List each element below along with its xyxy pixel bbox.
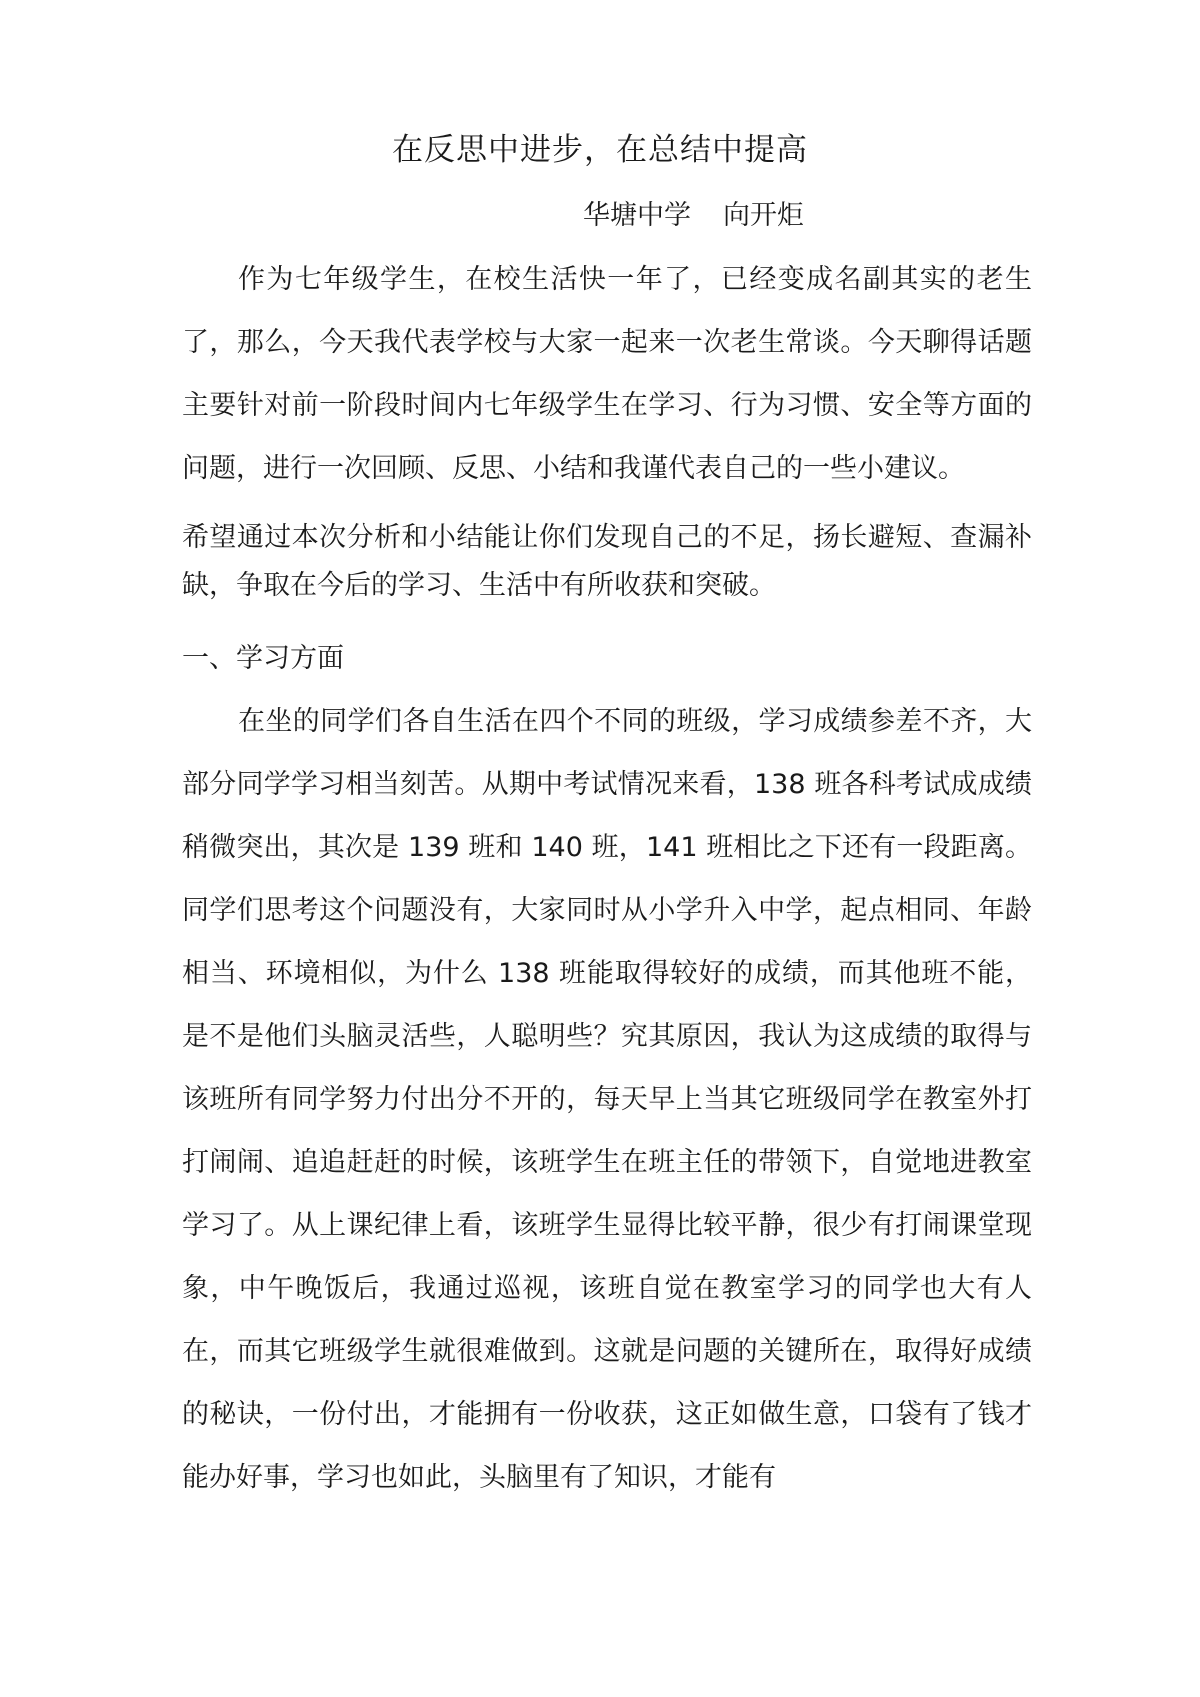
document-title: 在反思中进步，在总结中提高 (392, 132, 808, 168)
author-line (583, 196, 804, 236)
section-heading-study: 一、学习方面 (182, 643, 344, 674)
paragraph-intro: 作为七年级学生，在校生活快一年了，已经变成名副其实的老生了，那么，今天我代表学校与大家一起来一次老生常谈。今天聊得话题主要针对前一阶段时间内七年级学生在学习、行为习惯、安全等方面的问题，进行一次回顾、反思、小结和我谨代表自己的一些小建议。 (182, 264, 1032, 484)
author-school: 华塘中学 (583, 200, 691, 231)
author-name: 向开炬 (723, 200, 804, 231)
paragraph-study: 在坐的同学们各自生活在四个不同的班级，学习成绩参差不齐，大部分同学学习相当刻苦。从期中考试情况来看，138 班各科考试成成绩稍微突出，其次是 139 班和 140 班，141 班相比之下还有一段距离。同学们思考这个问题没有，大家同时从小学升入中学，起点相同、年龄相当、环境相似，为什么 138 班能取得较好的成绩，而其他班不能，是不是他们头脑灵活些，人聪明些？究其原因，我认为这成绩的取得与该班所有同学努力付出分不开的，每天早上当其它班级同学在教室外打打闹闹、追追赶赶的时候，该班学生在班主任的带领下，自觉地进教室学习了。从上课纪律上看，该班学生显得比较平静，很少有打闹课堂现象，中午晚饭后，我通过巡视，该班自觉在教室学习的同学也大有人在，而其它班级学生就很难做到。这就是问题的关键所在，取得好成绩的秘诀，一份付出，才能拥有一份收获，这正如做生意，口袋有了钱才能办好事，学习也如此，头脑里有了知识，才能有 (182, 706, 1032, 1493)
paragraph-hope: 希望通过本次分析和小结能让你们发现自己的不足，扬长避短、查漏补缺，争取在今后的学习、生活中有所收获和突破。 (182, 522, 1032, 601)
